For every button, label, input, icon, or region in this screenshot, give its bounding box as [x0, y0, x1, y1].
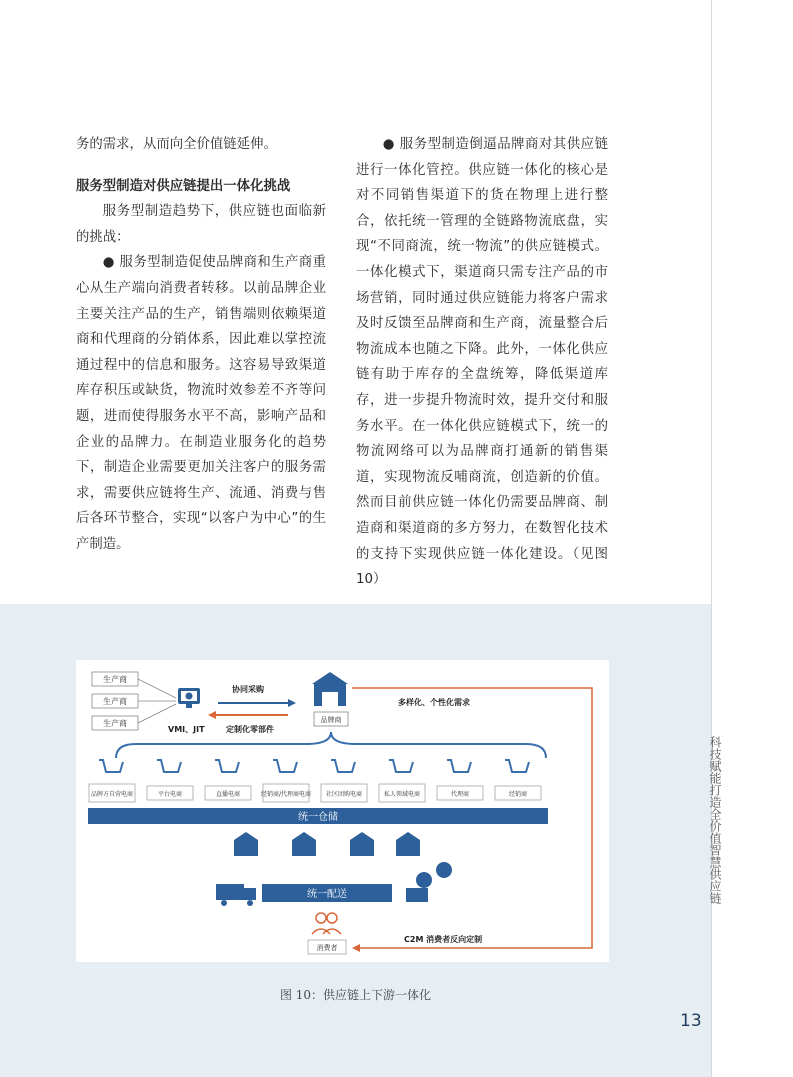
demand-label: 多样化、个性化需求 — [398, 698, 470, 707]
channel-label: 私人领域电商 — [383, 791, 421, 798]
paragraph: 务的需求，从而向全价值链延伸。 — [76, 137, 277, 152]
channel-label: 社区团购电商 — [325, 791, 363, 798]
supply-chain-diagram — [76, 660, 609, 962]
running-title: 科技赋能打造全价值智慧供应链 — [708, 736, 722, 904]
c2m-label: C2M 消费者反向定制 — [404, 935, 483, 944]
channel-carts — [99, 760, 529, 772]
right-text-column — [356, 132, 608, 593]
producer-boxes — [92, 672, 176, 730]
channel-label: 代理商 — [450, 791, 470, 798]
computer-icon — [178, 688, 200, 708]
co-purchase-label: 协同采购 — [232, 685, 264, 694]
figure-caption: 图 10：供应链上下游一体化 — [279, 988, 432, 1002]
custom-parts-label: 定制化零部件 — [226, 725, 274, 734]
channel-label: 直播电商 — [215, 791, 241, 798]
page-number: 13 — [680, 1011, 702, 1031]
warehouse-label: 统一仓储 — [298, 812, 338, 823]
truck-icon — [216, 884, 256, 906]
brand-label: 品牌商 — [320, 716, 342, 724]
left-text-column — [76, 132, 326, 558]
consumer-label: 消费者 — [316, 944, 338, 952]
location-pin-icon — [406, 862, 452, 902]
channel-label: 经销商 — [508, 791, 528, 798]
consumer-icon — [312, 913, 341, 934]
page-margin-rule — [711, 0, 712, 1077]
bullet-paragraph: ● 服务型制造倒逼品牌商对其供应链进行一体化管控。供应链一体化的核心是对不同销售渠道下的货在物理上进行整合，依托统一管理的全链路物流底盘，实现“不同商流，统一物流”的供应链模式。一体化模式下，渠道商只需专注产品的市场营销，同时通过供应链能力将客户需求及时反馈至品牌商和生产商，流量整合后物流成本也随之下降。此外，一体化供应链有助于库存的全盘统筹，降低渠道库存，进一步提升物流时效，提升交付和服务水平。在一体化供应链模式下，统一的物流网络可以为品牌商打通新的销售渠道，实现物流反哺商流，创造新的价值。然而目前供应链一体化仍需要品牌商、制造商和渠道商的多方努力，在数智化技术的支持下实现供应链一体化建设。（见图 10） — [356, 137, 608, 588]
channel-label: 平台电商 — [157, 791, 183, 798]
factory-icon — [312, 672, 348, 706]
section-heading: 服务型制造对供应链提出一体化挑战 — [76, 178, 291, 194]
producer-label: 生产商 — [103, 697, 127, 706]
channel-boxes — [89, 784, 541, 802]
producer-label: 生产商 — [103, 675, 127, 684]
producer-label: 生产商 — [103, 719, 127, 728]
vmi-label: VMI、JIT — [168, 725, 205, 734]
paragraph: 服务型制造趋势下，供应链也面临新的挑战： — [76, 204, 326, 245]
channel-label: 品牌方自营电商 — [90, 791, 134, 798]
channel-label: 经销商/代理商电商 — [260, 791, 312, 798]
delivery-label: 统一配送 — [307, 889, 347, 900]
bullet-paragraph: ● 服务型制造促使品牌商和生产商重心从生产端向消费者转移。以前品牌企业主要关注产品的生产，销售端则依赖渠道商和代理商的分销体系，因此难以掌控流通过程中的信息和服务。这容易导致渠道库存积压或缺货，物流时效参差不齐等问题，进而使得服务水平不高，影响产品和企业的品牌力。在制造业服务化的趋势下，制造企业需要更加关注客户的服务需求，需要供应链将生产、流通、消费与售后各环节整合，实现“以客户为中心”的生产制造。 — [76, 255, 326, 552]
warehouse-icons — [234, 832, 420, 856]
